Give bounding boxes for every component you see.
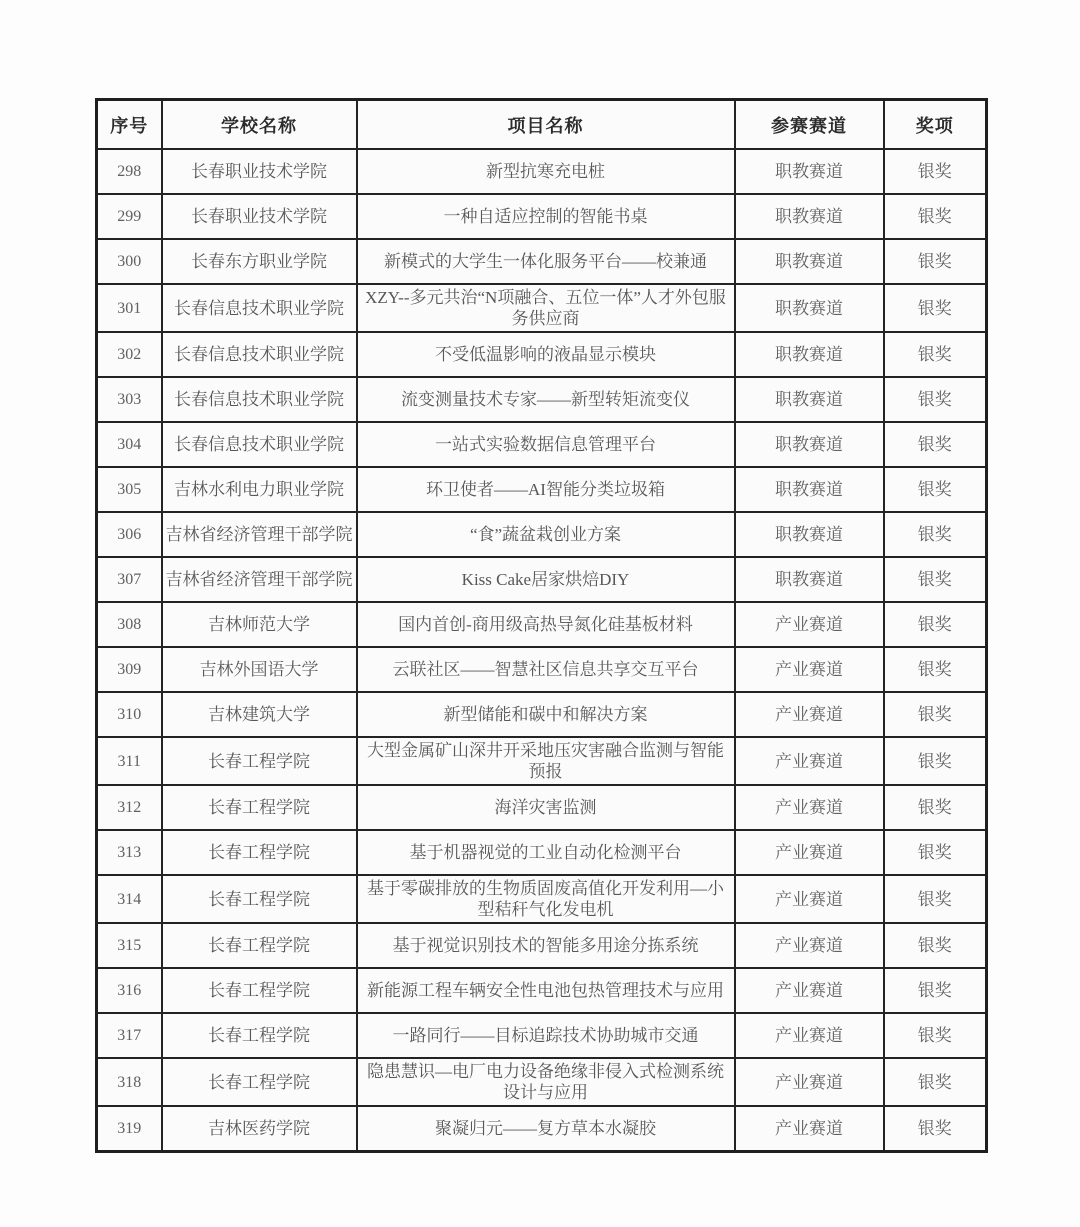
cell-index: 300: [97, 239, 162, 284]
cell-index: 310: [97, 692, 162, 737]
cell-track: 产业赛道: [735, 1106, 884, 1152]
cell-index: 312: [97, 785, 162, 830]
cell-award: 银奖: [884, 239, 987, 284]
cell-track: 职教赛道: [735, 512, 884, 557]
cell-project: 新型抗寒充电桩: [357, 149, 735, 194]
cell-project: 大型金属矿山深井开采地压灾害融合监测与智能预报: [357, 737, 735, 785]
cell-project: “食”蔬盆栽创业方案: [357, 512, 735, 557]
cell-track: 职教赛道: [735, 332, 884, 377]
cell-award: 银奖: [884, 968, 987, 1013]
cell-track: 职教赛道: [735, 284, 884, 332]
table-row: [97, 377, 987, 422]
cell-project: 基于机器视觉的工业自动化检测平台: [357, 830, 735, 875]
cell-award: 银奖: [884, 647, 987, 692]
cell-track: 产业赛道: [735, 692, 884, 737]
cell-track: 产业赛道: [735, 923, 884, 968]
cell-award: 银奖: [884, 149, 987, 194]
cell-index: 318: [97, 1058, 162, 1106]
col-header-award: 奖项: [884, 100, 987, 150]
cell-school: 长春工程学院: [162, 785, 357, 830]
cell-track: 产业赛道: [735, 737, 884, 785]
cell-track: 职教赛道: [735, 377, 884, 422]
cell-school: 长春信息技术职业学院: [162, 377, 357, 422]
cell-index: 305: [97, 467, 162, 512]
table-row: [97, 467, 987, 512]
cell-award: 银奖: [884, 557, 987, 602]
cell-school: 长春工程学院: [162, 830, 357, 875]
cell-index: 311: [97, 737, 162, 785]
cell-school: 长春工程学院: [162, 1013, 357, 1058]
table-row: [97, 647, 987, 692]
col-header-index: 序号: [97, 100, 162, 150]
col-header-school: 学校名称: [162, 100, 357, 150]
cell-school: 长春工程学院: [162, 737, 357, 785]
cell-school: 吉林师范大学: [162, 602, 357, 647]
cell-project: 环卫使者——AI智能分类垃圾箱: [357, 467, 735, 512]
cell-school: 长春信息技术职业学院: [162, 422, 357, 467]
cell-index: 319: [97, 1106, 162, 1152]
table-row: [97, 830, 987, 875]
table-row: [97, 602, 987, 647]
cell-index: 306: [97, 512, 162, 557]
cell-track: 产业赛道: [735, 785, 884, 830]
cell-track: 产业赛道: [735, 647, 884, 692]
cell-school: 吉林省经济管理干部学院: [162, 512, 357, 557]
cell-award: 银奖: [884, 875, 987, 923]
cell-index: 316: [97, 968, 162, 1013]
table-row: [97, 194, 987, 239]
cell-award: 银奖: [884, 1058, 987, 1106]
cell-award: 银奖: [884, 467, 987, 512]
table-body: [97, 149, 987, 1152]
cell-index: 315: [97, 923, 162, 968]
table-row: [97, 557, 987, 602]
cell-project: 国内首创-商用级高热导氮化硅基板材料: [357, 602, 735, 647]
cell-school: 长春工程学院: [162, 1058, 357, 1106]
col-header-track: 参赛赛道: [735, 100, 884, 150]
table-row: [97, 875, 987, 923]
cell-award: 银奖: [884, 194, 987, 239]
cell-award: 银奖: [884, 785, 987, 830]
cell-track: 职教赛道: [735, 557, 884, 602]
cell-school: 长春工程学院: [162, 968, 357, 1013]
cell-school: 吉林省经济管理干部学院: [162, 557, 357, 602]
cell-school: 吉林外国语大学: [162, 647, 357, 692]
cell-project: 一种自适应控制的智能书桌: [357, 194, 735, 239]
table-row: [97, 512, 987, 557]
cell-award: 银奖: [884, 692, 987, 737]
table-row: [97, 284, 987, 332]
cell-award: 银奖: [884, 1013, 987, 1058]
cell-school: 长春职业技术学院: [162, 194, 357, 239]
cell-award: 银奖: [884, 737, 987, 785]
cell-track: 产业赛道: [735, 602, 884, 647]
cell-track: 产业赛道: [735, 968, 884, 1013]
cell-school: 长春信息技术职业学院: [162, 284, 357, 332]
cell-index: 298: [97, 149, 162, 194]
cell-index: 303: [97, 377, 162, 422]
cell-index: 313: [97, 830, 162, 875]
cell-index: 299: [97, 194, 162, 239]
cell-award: 银奖: [884, 602, 987, 647]
cell-project: 不受低温影响的液晶显示模块: [357, 332, 735, 377]
cell-project: 一站式实验数据信息管理平台: [357, 422, 735, 467]
cell-track: 职教赛道: [735, 467, 884, 512]
cell-track: 产业赛道: [735, 830, 884, 875]
table-row: [97, 737, 987, 785]
cell-award: 银奖: [884, 332, 987, 377]
cell-project: 云联社区——智慧社区信息共享交互平台: [357, 647, 735, 692]
table-row: [97, 692, 987, 737]
table-row: [97, 1058, 987, 1106]
cell-award: 银奖: [884, 830, 987, 875]
cell-award: 银奖: [884, 377, 987, 422]
cell-track: 产业赛道: [735, 1058, 884, 1106]
cell-school: 吉林建筑大学: [162, 692, 357, 737]
table-row: [97, 785, 987, 830]
cell-track: 职教赛道: [735, 149, 884, 194]
awards-table: [95, 98, 988, 1153]
cell-project: 海洋灾害监测: [357, 785, 735, 830]
cell-project: 隐患慧识—电厂电力设备绝缘非侵入式检测系统设计与应用: [357, 1058, 735, 1106]
cell-track: 职教赛道: [735, 194, 884, 239]
col-header-project: 项目名称: [357, 100, 735, 150]
cell-project: XZY--多元共治“N项融合、五位一体”人才外包服务供应商: [357, 284, 735, 332]
cell-index: 308: [97, 602, 162, 647]
table-row: [97, 923, 987, 968]
cell-school: 长春工程学院: [162, 923, 357, 968]
cell-index: 317: [97, 1013, 162, 1058]
cell-project: 基于零碳排放的生物质固废高值化开发利用—小型秸秆气化发电机: [357, 875, 735, 923]
cell-project: 新模式的大学生一体化服务平台——校兼通: [357, 239, 735, 284]
cell-school: 吉林水利电力职业学院: [162, 467, 357, 512]
cell-award: 银奖: [884, 422, 987, 467]
cell-school: 长春东方职业学院: [162, 239, 357, 284]
cell-school: 长春信息技术职业学院: [162, 332, 357, 377]
table-row: [97, 332, 987, 377]
cell-index: 309: [97, 647, 162, 692]
cell-project: 流变测量技术专家——新型转矩流变仪: [357, 377, 735, 422]
table-row: [97, 422, 987, 467]
table-row: [97, 239, 987, 284]
cell-track: 职教赛道: [735, 422, 884, 467]
cell-index: 302: [97, 332, 162, 377]
cell-school: 长春工程学院: [162, 875, 357, 923]
cell-school: 吉林医药学院: [162, 1106, 357, 1152]
cell-track: 产业赛道: [735, 1013, 884, 1058]
cell-project: Kiss Cake居家烘焙DIY: [357, 557, 735, 602]
cell-award: 银奖: [884, 1106, 987, 1152]
cell-award: 银奖: [884, 512, 987, 557]
cell-award: 银奖: [884, 284, 987, 332]
table-row: [97, 149, 987, 194]
table-row: [97, 1013, 987, 1058]
cell-project: 新型储能和碳中和解决方案: [357, 692, 735, 737]
cell-index: 307: [97, 557, 162, 602]
cell-track: 职教赛道: [735, 239, 884, 284]
cell-project: 基于视觉识别技术的智能多用途分拣系统: [357, 923, 735, 968]
table-row: [97, 1106, 987, 1152]
cell-index: 304: [97, 422, 162, 467]
cell-award: 银奖: [884, 923, 987, 968]
table-row: [97, 968, 987, 1013]
cell-track: 产业赛道: [735, 875, 884, 923]
cell-project: 新能源工程车辆安全性电池包热管理技术与应用: [357, 968, 735, 1013]
cell-school: 长春职业技术学院: [162, 149, 357, 194]
cell-project: 一路同行——目标追踪技术协助城市交通: [357, 1013, 735, 1058]
cell-index: 314: [97, 875, 162, 923]
header-row: [97, 100, 987, 150]
cell-project: 聚凝归元——复方草本水凝胶: [357, 1106, 735, 1152]
cell-index: 301: [97, 284, 162, 332]
